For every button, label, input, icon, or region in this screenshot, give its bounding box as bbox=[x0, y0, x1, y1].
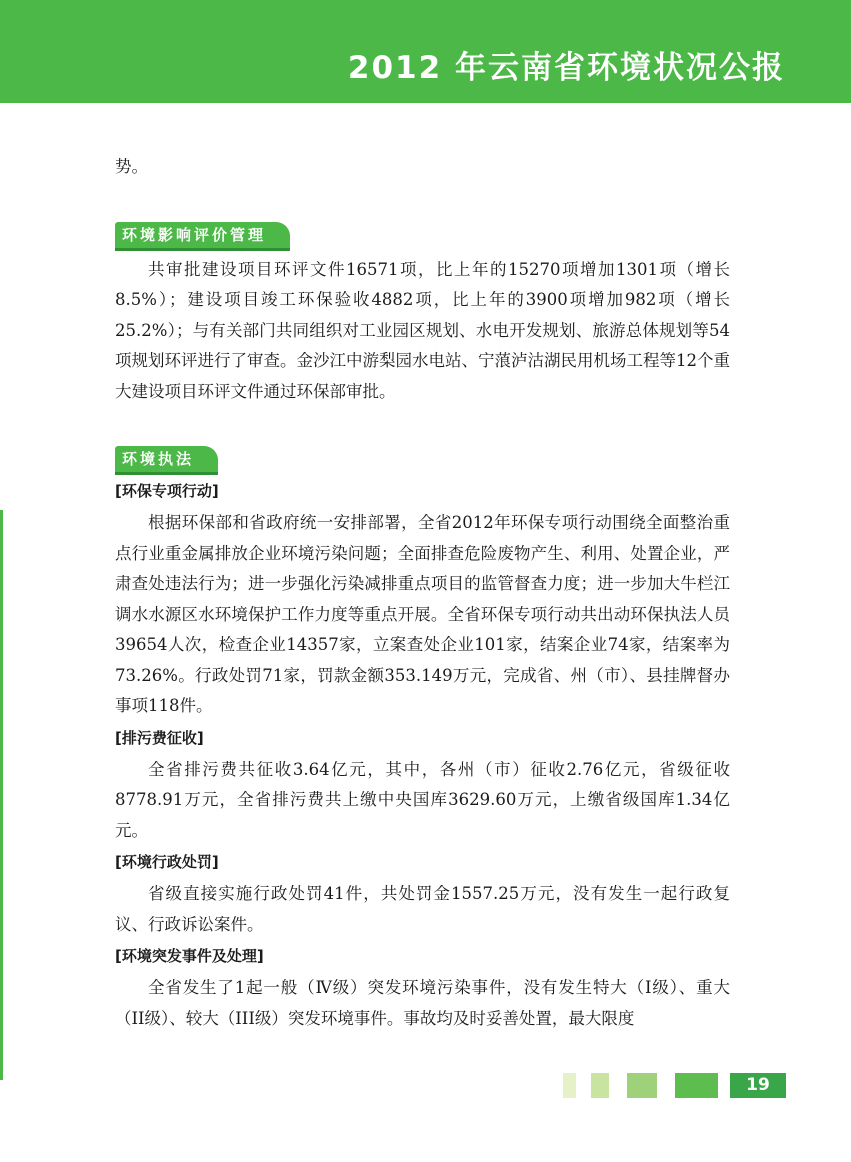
section-eia bbox=[115, 220, 730, 408]
admin-penalty-paragraph: 省级直接实施行政处罚41件，共处罚金1557.25万元，没有发生一起行政复议、行政诉讼案件。 bbox=[115, 884, 730, 934]
subheading-pollution-fee: [排污费征收] bbox=[115, 728, 204, 747]
side-accent-line bbox=[0, 510, 3, 1080]
footer-bar-1 bbox=[563, 1073, 576, 1098]
section-tag-enforcement: 环境执法 bbox=[115, 446, 218, 475]
footer-bar-4 bbox=[675, 1073, 718, 1098]
emergency-paragraph: 全省发生了1起一般（Ⅳ级）突发环境污染事件，没有发生特大（I级）、重大（II级）、较大（III级）突发环境事件。事故均及时妥善处置，最大限度 bbox=[115, 978, 730, 1028]
opening-fragment: 势。 bbox=[115, 157, 148, 176]
special-action-paragraph: 根据环保部和省政府统一安排部署，全省2012年环保专项行动围绕全面整治重点行业重金属排放企业环境污染问题；全面排查危险废物产生、利用、处置企业，严肃查处违法行为；进一步强化污染减排重点项目的监管督查力度；进一步加大牛栏江调水水源区水环境保护工作力度等重点开展。全省环保专项行动共出动环保执法人员39654人次，检查企业14357家，立案查处企业101家，结案企业74家，结案率为73.26%。行政处罚71家，罚款金额353.149万元，完成省、州（市）、县挂牌督办事项118件。 bbox=[115, 513, 730, 715]
footer-bar-2 bbox=[591, 1073, 609, 1098]
subheading-special-action: [环保专项行动] bbox=[115, 482, 219, 500]
eia-paragraph: 共审批建设项目环评文件16571项，比上年的15270项增加1301项（增长8.5%）；建设项目竣工环保验收4882项，比上年的3900项增加982项（增长25.2%）；与有关部门共同组织对工业园区规划、水电开发规划、旅游总体规划等54项规划环评进行了审查。金沙江中游梨园水电站、宁蒗泸沽湖民用机场工程等12个重大建设项目环评文件通过环保部审批。 bbox=[115, 259, 730, 401]
pollution-fee-paragraph: 全省排污费共征收3.64亿元，其中，各州（市）征收2.76亿元，省级征收8778.91万元，全省排污费共上缴中央国库3629.60万元，上缴省级国库1.34亿元。 bbox=[115, 759, 730, 840]
subheading-emergency: [环境突发事件及处理] bbox=[115, 947, 264, 965]
section-tag-eia: 环境影响评价管理 bbox=[115, 222, 290, 251]
page-content bbox=[115, 152, 730, 1034]
page-number: 19 bbox=[730, 1073, 786, 1098]
report-title: 2012 年云南省环境状况公报 bbox=[347, 50, 785, 86]
section-enforcement bbox=[115, 444, 730, 1034]
footer-bar-3 bbox=[627, 1073, 657, 1098]
header-band bbox=[0, 0, 851, 103]
subheading-admin-penalty: [环境行政处罚] bbox=[115, 853, 219, 871]
